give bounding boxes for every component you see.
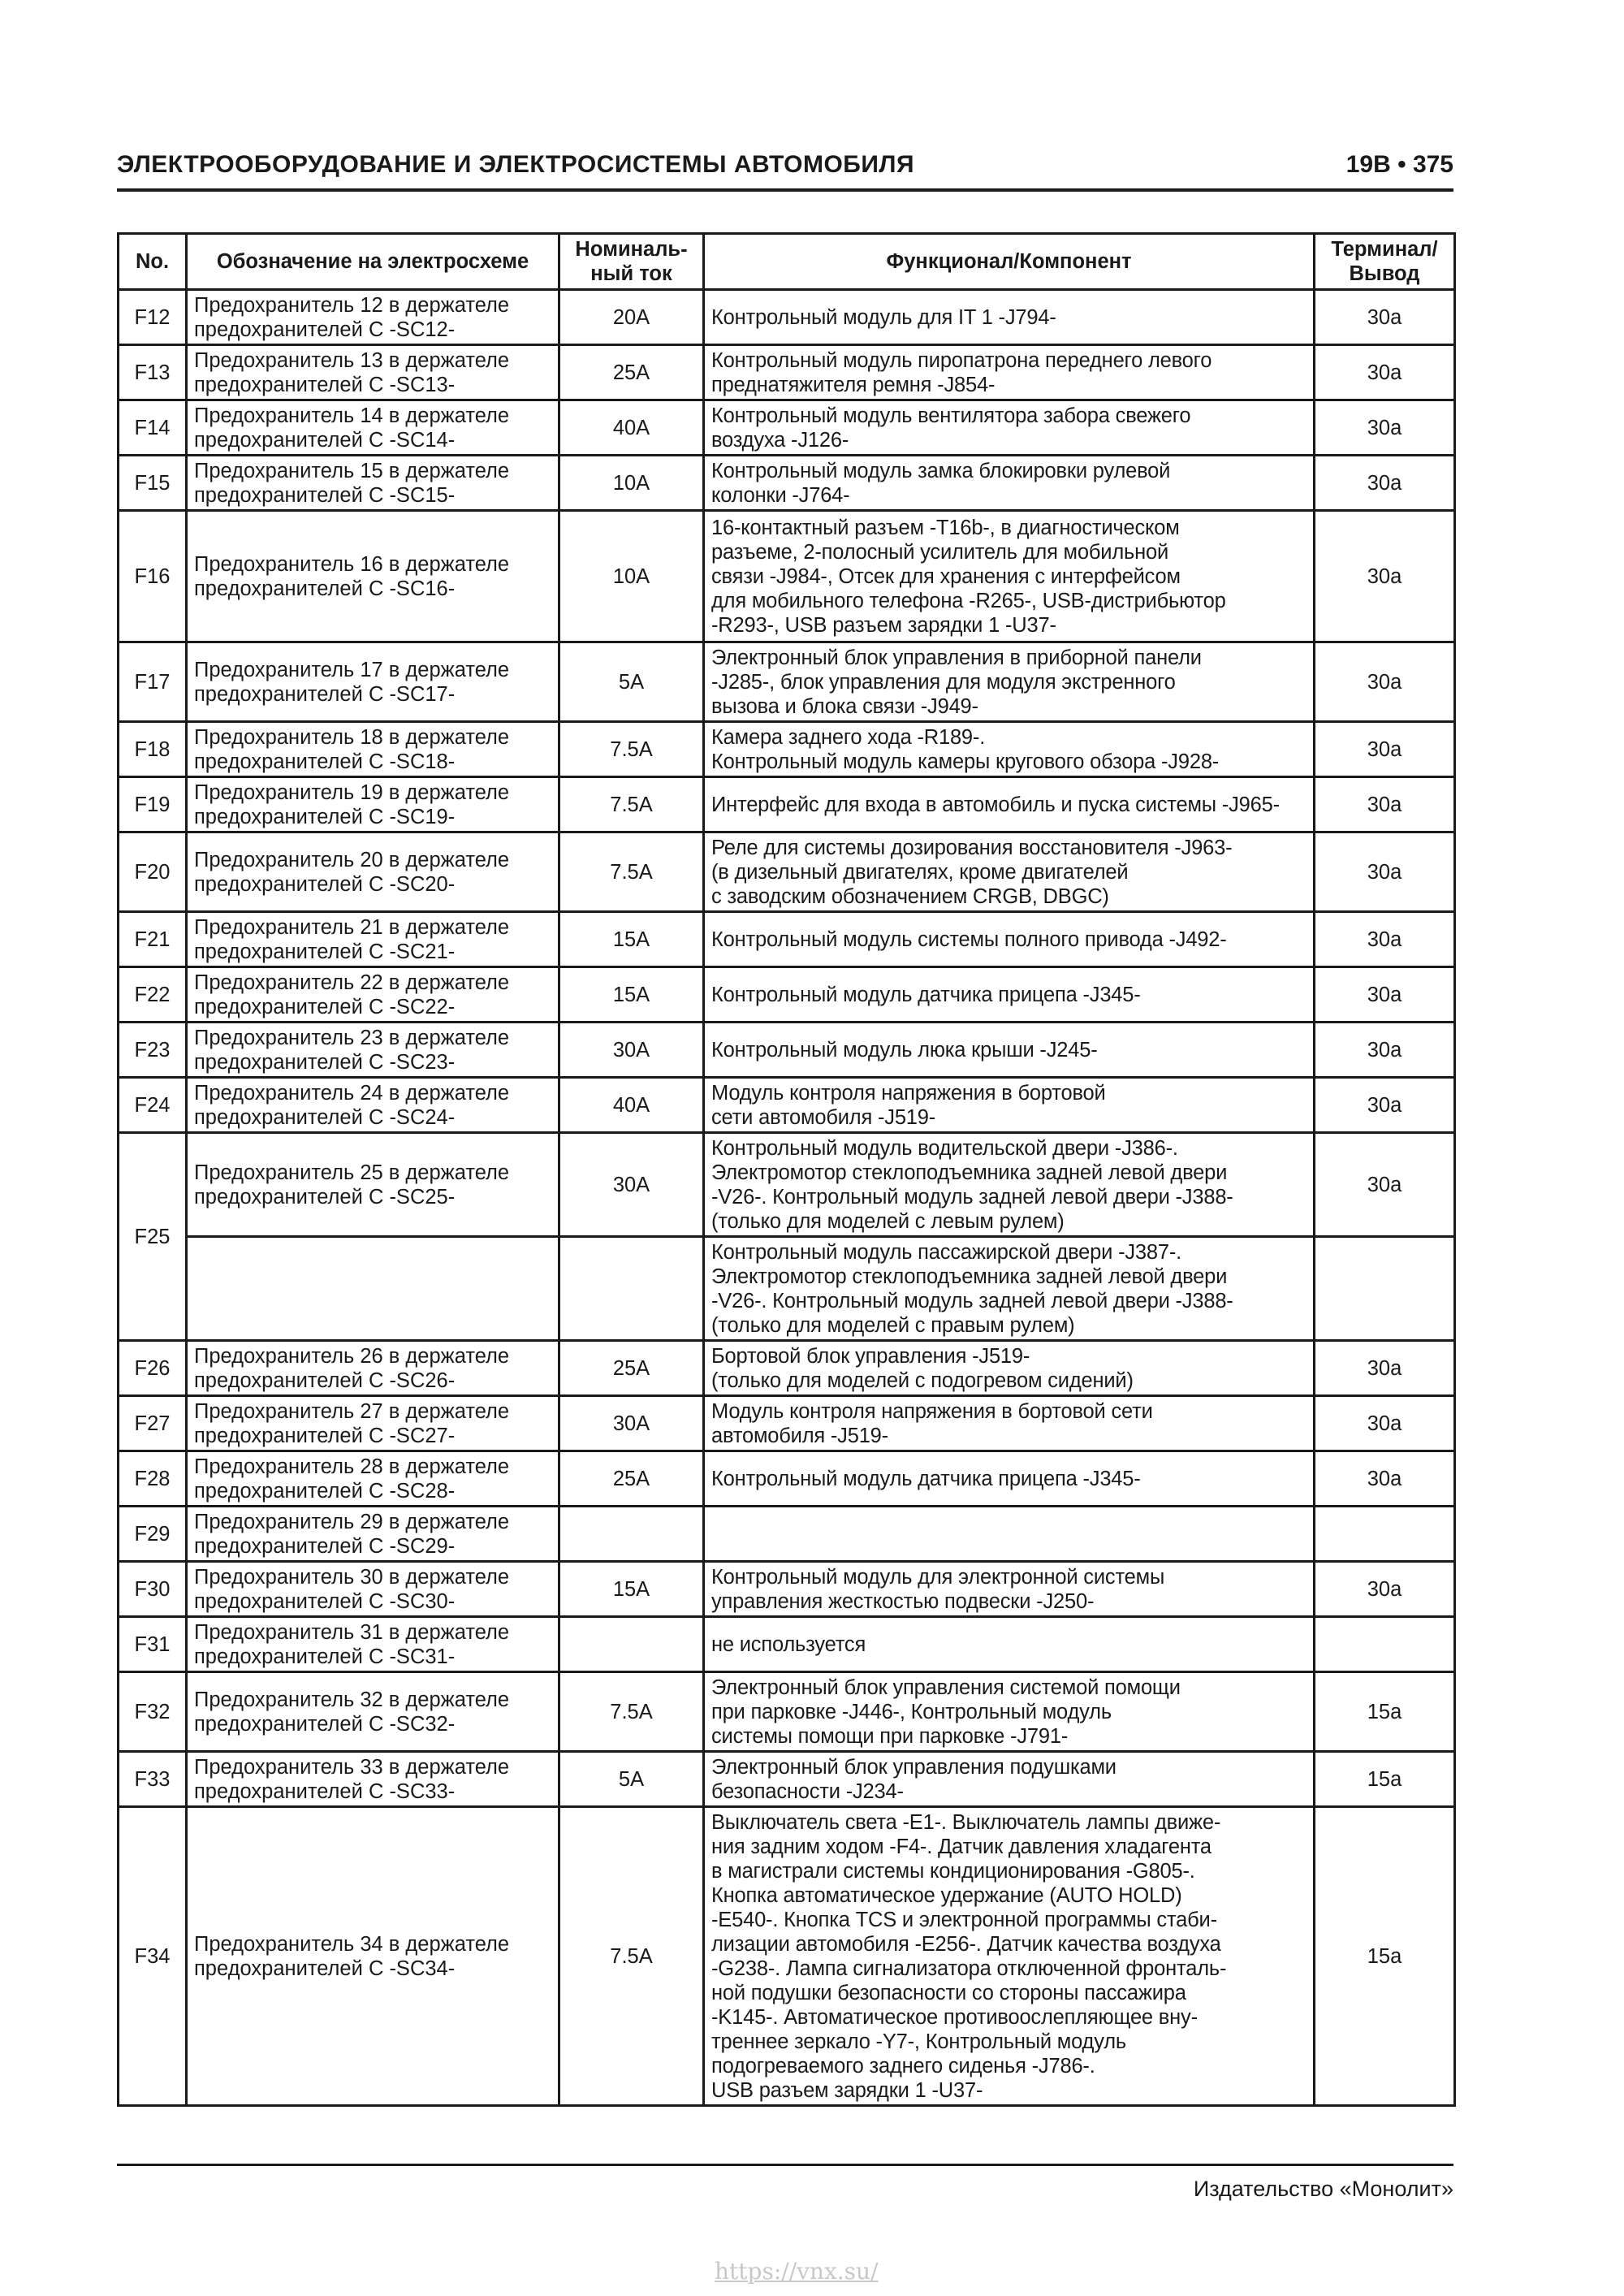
fuse-number: F19 xyxy=(119,777,187,832)
fuse-function: Контрольный модуль датчика прицепа -J345- xyxy=(704,967,1315,1023)
fuse-function: Электронный блок управления системой помощи при парковке -J446-, Контрольный модуль системы помощи при парковке -J791- xyxy=(704,1672,1315,1752)
fuse-function: Камера заднего хода -R189-. Контрольный модуль камеры кругового обзора -J928- xyxy=(704,722,1315,777)
fuse-designation: Предохранитель 25 в держателе предохранителей С -SC25- xyxy=(187,1133,559,1237)
table-row xyxy=(119,1617,1455,1672)
fuse-function: Электронный блок управления подушками безопасности -J234- xyxy=(704,1752,1315,1807)
fuse-current: 15A xyxy=(559,1562,704,1617)
col-header-terminal: Терминал/ Вывод xyxy=(1315,234,1455,290)
fuse-designation: Предохранитель 33 в держателе предохранителей С -SC33- xyxy=(187,1752,559,1807)
fuse-function: Контрольный модуль люка крыши -J245- xyxy=(704,1023,1315,1078)
fuse-terminal: 30a xyxy=(1315,1562,1455,1617)
header-rule xyxy=(117,188,1453,192)
fuse-terminal: 30a xyxy=(1315,1451,1455,1507)
fuse-function xyxy=(704,1507,1315,1562)
fuse-current: 40A xyxy=(559,1078,704,1133)
fuse-number: F30 xyxy=(119,1562,187,1617)
fuse-terminal: 15a xyxy=(1315,1672,1455,1752)
fuse-current: 15A xyxy=(559,912,704,967)
fuse-terminal: 30a xyxy=(1315,1396,1455,1451)
fuse-function: Интерфейс для входа в автомобиль и пуска системы -J965- xyxy=(704,777,1315,832)
fuse-current: 7.5A xyxy=(559,832,704,912)
fuse-designation: Предохранитель 16 в держателе предохранителей С -SC16- xyxy=(187,511,559,642)
publisher-name: Издательство «Монолит» xyxy=(1193,2177,1453,2201)
fuse-function: Реле для системы дозирования восстановителя -J963- (в дизельный двигателях, кроме двигателей с заводским обозначением CRGB, DBGC) xyxy=(704,832,1315,912)
fuse-current: 25A xyxy=(559,1451,704,1507)
fuse-designation: Предохранитель 30 в держателе предохранителей С -SC30- xyxy=(187,1562,559,1617)
fuse-number: F24 xyxy=(119,1078,187,1133)
table-row xyxy=(119,967,1455,1023)
table-row xyxy=(119,722,1455,777)
fuse-table xyxy=(117,232,1456,2107)
fuse-number: F12 xyxy=(119,290,187,345)
fuse-number: F18 xyxy=(119,722,187,777)
fuse-number: F15 xyxy=(119,456,187,511)
fuse-number: F33 xyxy=(119,1752,187,1807)
fuse-number: F17 xyxy=(119,642,187,722)
fuse-terminal: 30a xyxy=(1315,290,1455,345)
table-row-f25a xyxy=(119,1133,1455,1237)
fuse-number: F22 xyxy=(119,967,187,1023)
fuse-current: 25A xyxy=(559,345,704,400)
fuse-number: F13 xyxy=(119,345,187,400)
fuse-designation: Предохранитель 14 в держателе предохранителей С -SC14- xyxy=(187,400,559,456)
table-row xyxy=(119,1023,1455,1078)
fuse-current: 10A xyxy=(559,511,704,642)
footer-rule xyxy=(117,2164,1453,2166)
fuse-number: F28 xyxy=(119,1451,187,1507)
fuse-function: Контрольный модуль системы полного привода -J492- xyxy=(704,912,1315,967)
fuse-terminal: 30a xyxy=(1315,345,1455,400)
section-title: ЭЛЕКТРООБОРУДОВАНИЕ И ЭЛЕКТРОСИСТЕМЫ АВТОМОБИЛЯ xyxy=(117,151,915,178)
fuse-terminal: 30a xyxy=(1315,400,1455,456)
fuse-number: F23 xyxy=(119,1023,187,1078)
fuse-terminal: 30a xyxy=(1315,1341,1455,1396)
col-header-no: No. xyxy=(119,234,187,290)
fuse-number: F29 xyxy=(119,1507,187,1562)
fuse-terminal: 30a xyxy=(1315,967,1455,1023)
table-row xyxy=(119,1078,1455,1133)
table-row xyxy=(119,912,1455,967)
fuse-function: 16-контактный разъем -T16b-, в диагностическом разъеме, 2-полосный усилитель для мобильной связи -J984-, Отсек для хранения с интерфейсом для мобильного телефона -R265-, USB-дистрибьютор -R293-, USB разъем зарядки 1 -U37- xyxy=(704,511,1315,642)
fuse-designation: Предохранитель 20 в держателе предохранителей С -SC20- xyxy=(187,832,559,912)
fuse-designation: Предохранитель 13 в держателе предохранителей С -SC13- xyxy=(187,345,559,400)
fuse-function: Модуль контроля напряжения в бортовой сети автомобиля -J519- xyxy=(704,1396,1315,1451)
fuse-terminal: 30a xyxy=(1315,912,1455,967)
fuse-designation: Предохранитель 24 в держателе предохранителей С -SC24- xyxy=(187,1078,559,1133)
fuse-current: 7.5A xyxy=(559,777,704,832)
fuse-number: F27 xyxy=(119,1396,187,1451)
fuse-designation: Предохранитель 12 в держателе предохранителей С -SC12- xyxy=(187,290,559,345)
fuse-terminal: 30a xyxy=(1315,777,1455,832)
fuse-designation: Предохранитель 22 в держателе предохранителей С -SC22- xyxy=(187,967,559,1023)
table-row xyxy=(119,1807,1455,2106)
table-row xyxy=(119,1672,1455,1752)
fuse-designation: Предохранитель 32 в держателе предохранителей С -SC32- xyxy=(187,1672,559,1752)
fuse-current: 7.5A xyxy=(559,1672,704,1752)
fuse-terminal xyxy=(1315,1507,1455,1562)
fuse-designation: Предохранитель 21 в держателе предохранителей С -SC21- xyxy=(187,912,559,967)
fuse-current: 20A xyxy=(559,290,704,345)
fuse-current: 7.5A xyxy=(559,1807,704,2106)
fuse-terminal: 30a xyxy=(1315,1078,1455,1133)
table-row xyxy=(119,400,1455,456)
fuse-current: 25A xyxy=(559,1341,704,1396)
fuse-current: 40A xyxy=(559,400,704,456)
fuse-terminal: 30a xyxy=(1315,1133,1455,1237)
table-row xyxy=(119,1507,1455,1562)
fuse-function: не используется xyxy=(704,1617,1315,1672)
table-row xyxy=(119,832,1455,912)
fuse-number: F34 xyxy=(119,1807,187,2106)
fuse-current: 30A xyxy=(559,1023,704,1078)
table-row xyxy=(119,345,1455,400)
fuse-number: F14 xyxy=(119,400,187,456)
fuse-current-empty xyxy=(559,1237,704,1341)
fuse-number: F20 xyxy=(119,832,187,912)
fuse-current: 7.5A xyxy=(559,722,704,777)
fuse-designation-empty xyxy=(187,1237,559,1341)
fuse-number: F32 xyxy=(119,1672,187,1752)
fuse-terminal: 30a xyxy=(1315,1023,1455,1078)
fuse-function: Контрольный модуль пассажирской двери -J387-. Электромотор стеклоподъемника задней левой двери -V26-. Контрольный модуль задней левой двери -J388- (только для моделей с правым рулем) xyxy=(704,1237,1315,1341)
fuse-number: F16 xyxy=(119,511,187,642)
fuse-number: F25 xyxy=(119,1133,187,1341)
fuse-function: Контрольный модуль для электронной системы управления жесткостью подвески -J250- xyxy=(704,1562,1315,1617)
fuse-terminal: 30a xyxy=(1315,832,1455,912)
table-row xyxy=(119,777,1455,832)
fuse-current: 5A xyxy=(559,642,704,722)
fuse-designation: Предохранитель 29 в держателе предохранителей С -SC29- xyxy=(187,1507,559,1562)
col-header-designation: Обозначение на электросхеме xyxy=(187,234,559,290)
fuse-function: Контрольный модуль водительской двери -J386-. Электромотор стеклоподъемника задней левой двери -V26-. Контрольный модуль задней левой двери -J388- (только для моделей с левым рулем) xyxy=(704,1133,1315,1237)
fuse-terminal-empty xyxy=(1315,1237,1455,1341)
fuse-terminal: 15a xyxy=(1315,1807,1455,2106)
col-header-function: Функционал/Компонент xyxy=(704,234,1315,290)
fuse-number: F21 xyxy=(119,912,187,967)
table-header-row xyxy=(119,234,1455,290)
fuse-function: Выключатель света -E1-. Выключатель лампы движе- ния задним ходом -F4-. Датчик давления хладагента в магистрали системы кондиционирования -G805-. Кнопка автоматическое удержание (AUTO HOLD) -E540-. Кнопка TCS и электронной программы стаби- лизации автомобиля -E256-. Датчик качества воздуха -G238-. Лампа сигнализатора отключенной фронталь- ной подушки безопасности со стороны пассажира -K145-. Автоматическое противоослепляющее вну- треннее зеркало -Y7-, Контрольный модуль подогреваемого заднего сиденья -J786-. USB разъем зарядки 1 -U37- xyxy=(704,1807,1315,2106)
table-row xyxy=(119,456,1455,511)
fuse-designation: Предохранитель 27 в держателе предохранителей С -SC27- xyxy=(187,1396,559,1451)
fuse-current: 5A xyxy=(559,1752,704,1807)
fuse-current: 15A xyxy=(559,967,704,1023)
fuse-designation: Предохранитель 18 в держателе предохранителей С -SC18- xyxy=(187,722,559,777)
table-row xyxy=(119,642,1455,722)
fuse-number: F26 xyxy=(119,1341,187,1396)
table-row xyxy=(119,511,1455,642)
fuse-terminal: 30a xyxy=(1315,642,1455,722)
fuse-designation: Предохранитель 23 в держателе предохранителей С -SC23- xyxy=(187,1023,559,1078)
table-row xyxy=(119,1341,1455,1396)
fuse-function: Контрольный модуль вентилятора забора свежего воздуха -J126- xyxy=(704,400,1315,456)
fuse-function: Бортовой блок управления -J519- (только для моделей с подогревом сидений) xyxy=(704,1341,1315,1396)
table-row xyxy=(119,290,1455,345)
fuse-terminal xyxy=(1315,1617,1455,1672)
fuse-designation: Предохранитель 28 в держателе предохранителей С -SC28- xyxy=(187,1451,559,1507)
fuse-current: 30A xyxy=(559,1133,704,1237)
fuse-designation: Предохранитель 31 в держателе предохранителей С -SC31- xyxy=(187,1617,559,1672)
fuse-terminal: 30a xyxy=(1315,456,1455,511)
fuse-designation: Предохранитель 26 в держателе предохранителей С -SC26- xyxy=(187,1341,559,1396)
fuse-designation: Предохранитель 17 в держателе предохранителей С -SC17- xyxy=(187,642,559,722)
table-row xyxy=(119,1451,1455,1507)
fuse-current xyxy=(559,1617,704,1672)
fuse-current: 10A xyxy=(559,456,704,511)
fuse-terminal: 30a xyxy=(1315,722,1455,777)
page-number: 19В • 375 xyxy=(1345,151,1453,178)
fuse-number: F31 xyxy=(119,1617,187,1672)
fuse-designation: Предохранитель 34 в держателе предохранителей С -SC34- xyxy=(187,1807,559,2106)
fuse-terminal: 15a xyxy=(1315,1752,1455,1807)
fuse-function: Электронный блок управления в приборной панели -J285-, блок управления для модуля экстренного вызова и блока связи -J949- xyxy=(704,642,1315,722)
table-row xyxy=(119,1562,1455,1617)
watermark-url: https://vnx.su/ xyxy=(715,2258,879,2285)
fuse-function: Контрольный модуль датчика прицепа -J345- xyxy=(704,1451,1315,1507)
fuse-designation: Предохранитель 15 в держателе предохранителей С -SC15- xyxy=(187,456,559,511)
fuse-function: Контрольный модуль замка блокировки рулевой колонки -J764- xyxy=(704,456,1315,511)
table-row xyxy=(119,1396,1455,1451)
fuse-current: 30A xyxy=(559,1396,704,1451)
fuse-function: Контрольный модуль для IT 1 -J794- xyxy=(704,290,1315,345)
table-row-f25b xyxy=(119,1237,1455,1341)
col-header-current: Номиналь- ный ток xyxy=(559,234,704,290)
fuse-designation: Предохранитель 19 в держателе предохранителей С -SC19- xyxy=(187,777,559,832)
fuse-function: Модуль контроля напряжения в бортовой сети автомобиля -J519- xyxy=(704,1078,1315,1133)
fuse-terminal: 30a xyxy=(1315,511,1455,642)
table-row xyxy=(119,1752,1455,1807)
fuse-current xyxy=(559,1507,704,1562)
fuse-function: Контрольный модуль пиропатрона переднего левого преднатяжителя ремня -J854- xyxy=(704,345,1315,400)
page-header xyxy=(117,145,1453,185)
